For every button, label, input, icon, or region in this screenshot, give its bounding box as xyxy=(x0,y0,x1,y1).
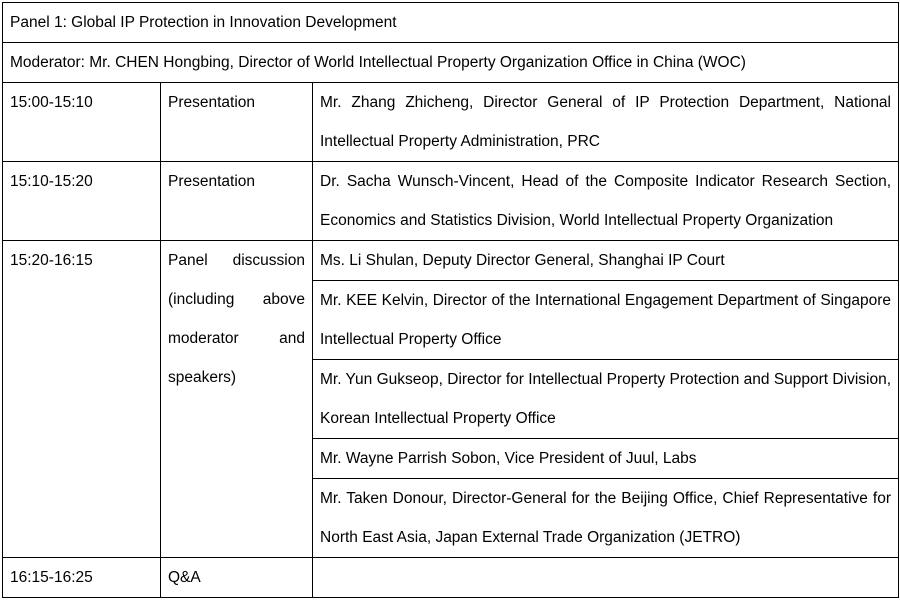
panel-title-row xyxy=(3,3,899,43)
speaker-cell: Mr. Yun Gukseop, Director for Intellectual Property Protection and Support Division, Korean Intellectual Property Office xyxy=(313,360,899,439)
table-row xyxy=(3,162,899,241)
speaker-cell: Mr. Taken Donour, Director-General for the Beijing Office, Chief Representative for North East Asia, Japan External Trade Organization (JETRO) xyxy=(313,479,899,558)
moderator: Moderator: Mr. CHEN Hongbing, Director of World Intellectual Property Organization Office in China (WOC) xyxy=(3,43,899,83)
time-cell: 16:15-16:25 xyxy=(3,558,161,598)
moderator-row xyxy=(3,43,899,83)
time-cell: 15:10-15:20 xyxy=(3,162,161,241)
table-row xyxy=(3,83,899,162)
table-row xyxy=(3,241,899,281)
speaker-cell: Mr. Wayne Parrish Sobon, Vice President of Juul, Labs xyxy=(313,439,899,479)
agenda-table-container xyxy=(2,2,899,598)
session-type-cell: Panel discussion (including above moderator and speakers) xyxy=(161,241,313,558)
session-type-cell: Q&A xyxy=(161,558,313,598)
agenda-table xyxy=(2,2,899,598)
session-type-cell: Presentation xyxy=(161,162,313,241)
time-cell: 15:20-16:15 xyxy=(3,241,161,558)
session-type-cell: Presentation xyxy=(161,83,313,162)
panel-title: Panel 1: Global IP Protection in Innovation Development xyxy=(3,3,899,43)
speaker-cell: Mr. KEE Kelvin, Director of the International Engagement Department of Singapore Intellectual Property Office xyxy=(313,281,899,360)
speaker-cell: Ms. Li Shulan, Deputy Director General, Shanghai IP Court xyxy=(313,241,899,281)
speaker-cell xyxy=(313,558,899,598)
table-row xyxy=(3,558,899,598)
speaker-cell: Mr. Zhang Zhicheng, Director General of IP Protection Department, National Intellectual Property Administration, PRC xyxy=(313,83,899,162)
speaker-cell: Dr. Sacha Wunsch-Vincent, Head of the Composite Indicator Research Section, Economics and Statistics Division, World Intellectual Property Organization xyxy=(313,162,899,241)
time-cell: 15:00-15:10 xyxy=(3,83,161,162)
